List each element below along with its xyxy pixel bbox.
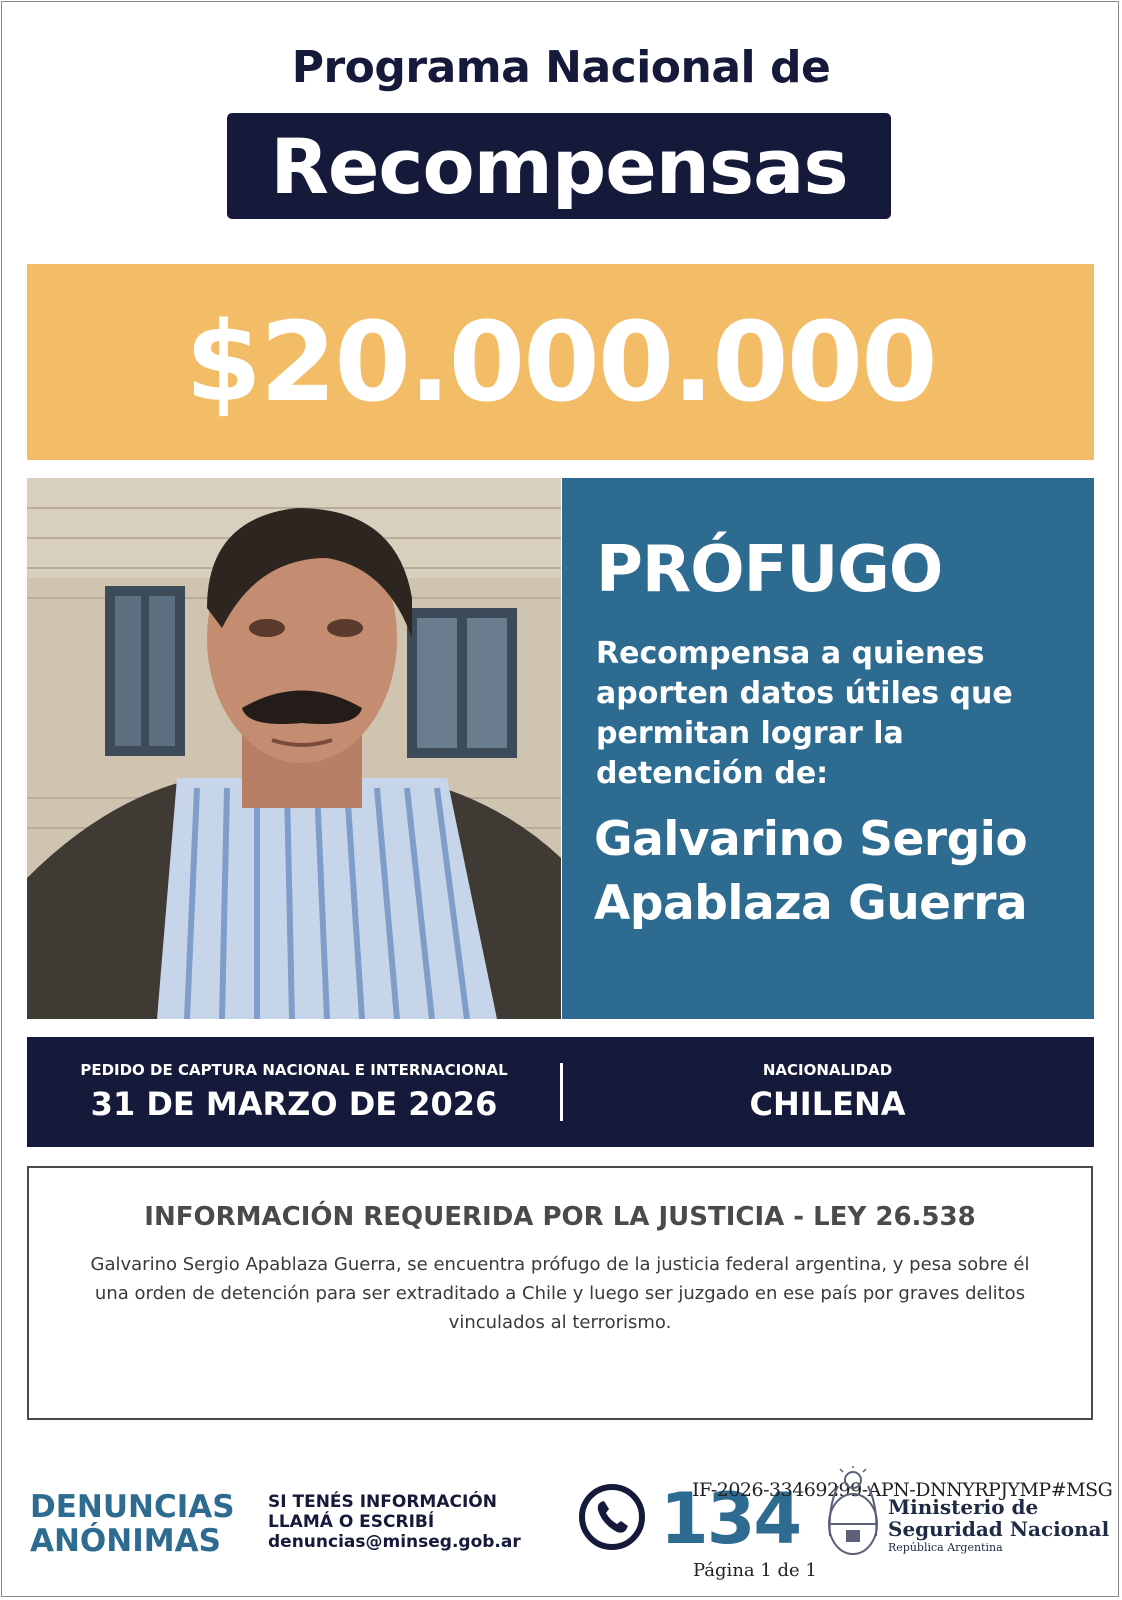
report-phone-number[interactable]: 134 (660, 1478, 801, 1560)
denuncias-line1: DENUNCIAS (30, 1489, 235, 1525)
details-bar (27, 1037, 1094, 1147)
recompensas-title: Recompensas (270, 121, 848, 211)
ministry-logo-text (888, 1496, 1109, 1556)
contact-line2: LLAMÁ O ESCRIBÍ (268, 1512, 435, 1532)
fugitive-name-line1: Galvarino Sergio (594, 812, 1028, 867)
nationality-label: NACIONALIDAD (762, 1061, 893, 1079)
fugitive-name (594, 808, 1094, 936)
page-number: Página 1 de 1 (693, 1560, 817, 1581)
capture-label: PEDIDO DE CAPTURA NACIONAL E INTERNACIONAL (80, 1061, 508, 1079)
reward-amount-banner (27, 264, 1094, 460)
nationality (561, 1037, 1094, 1147)
ministry-line2: Seguridad Nacional (888, 1517, 1110, 1541)
reward-description: Recompensa a quienes aporten datos útiles que permitan lograr la detención de: (596, 636, 1013, 791)
program-title: Programa Nacional de (291, 42, 831, 93)
contact-info (268, 1492, 558, 1552)
report-email-link[interactable]: denuncias@minseg.gob.ar (268, 1532, 521, 1552)
recompensas-banner (227, 113, 891, 219)
denuncias-line2: ANÓNIMAS (30, 1523, 221, 1559)
coat-of-arms-seal (818, 1466, 888, 1566)
document-id-stamp: IF-2026-33469299-APN-DNNYRPJYMP#MSG (692, 1479, 1113, 1501)
capture-order (27, 1037, 561, 1147)
reward-amount: $20.000.000 (185, 298, 936, 426)
anonymous-reports-label (30, 1490, 250, 1558)
nationality-value: CHILENA (749, 1085, 906, 1123)
fugitive-name-line2: Apablaza Guerra (594, 876, 1028, 931)
info-body: Galvarino Sergio Apablaza Guerra, se encuentra prófugo de la justicia federal argentina, y pesa sobre él una orden de detención para ser extraditado a Chile y luego ser juzgado en ese país por graves delitos vinculados al terrorismo. (90, 1254, 1030, 1333)
ministry-line1: Ministerio de (888, 1495, 1039, 1519)
phone-icon (577, 1482, 647, 1552)
fugitive-info-panel (562, 478, 1094, 1019)
capture-date: 31 DE MARZO DE 2026 (90, 1085, 498, 1123)
contact-line1: SI TENÉS INFORMACIÓN (268, 1492, 497, 1512)
status-heading: PRÓFUGO (596, 533, 943, 607)
justice-info-box (27, 1166, 1093, 1420)
fugitive-photo (27, 478, 561, 1019)
ministry-line3: República Argentina (888, 1541, 1003, 1554)
info-heading: INFORMACIÓN REQUERIDA POR LA JUSTICIA - LEY 26.538 (144, 1202, 976, 1232)
